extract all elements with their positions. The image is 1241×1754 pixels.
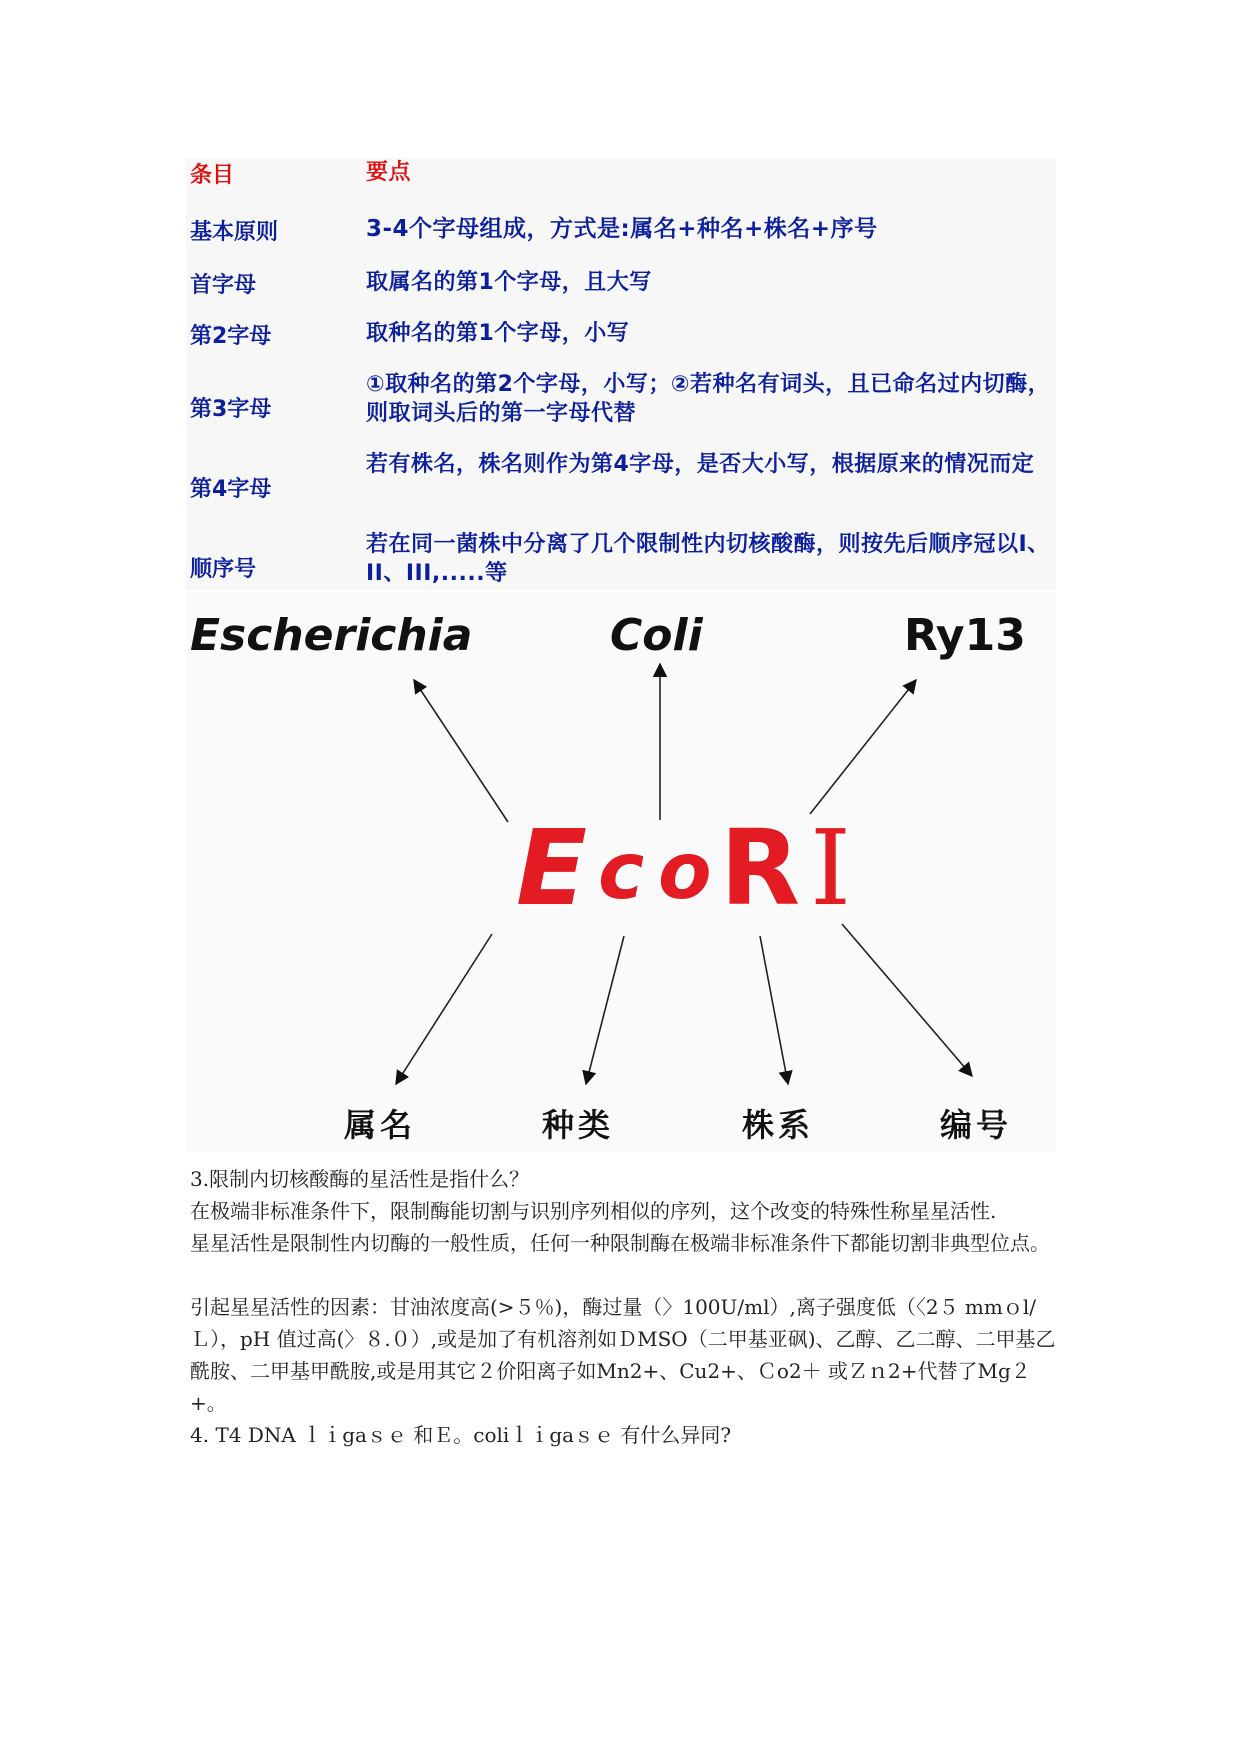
ecori-letter-i: I xyxy=(810,807,852,929)
header-item: 条目 xyxy=(190,163,235,188)
row-point: ①取种名的第2个字母，小写；②若种名有词头，且已命名过内切酶，则取词头后的第一字母代替 xyxy=(366,372,1051,426)
row-item: 首字母 xyxy=(190,273,257,298)
paragraph-general-property: 星星活性是限制性内切酶的一般性质，任何一种限制酶在极端非标准条件下都能切割非典型位点。 xyxy=(190,1231,1050,1255)
label-species: 种类 xyxy=(542,1106,615,1144)
ecori-letter-e: E xyxy=(516,807,588,929)
row-point: 若有株名，株名则作为第4字母，是否大小写，根据原来的情况而定 xyxy=(366,452,1035,477)
question-4: 4. T4 DNA ｌｉgaｓｅ 和Ｅ。coliｌｉgaｓｅ 有什么异同? xyxy=(190,1423,732,1447)
ecori-letter-r: R xyxy=(720,807,801,929)
ecori-letter-c: c xyxy=(598,827,645,917)
arrow-to-strain xyxy=(760,936,788,1084)
label-escherichia: Escherichia xyxy=(190,610,473,661)
label-number: 编号 xyxy=(940,1106,1013,1144)
row-item: 第2字母 xyxy=(190,324,272,349)
label-genus: 属名 xyxy=(344,1106,417,1144)
question-3: 3.限制内切核酸酶的星活性是指什么？ xyxy=(190,1167,530,1191)
ecori-naming-diagram xyxy=(186,592,1056,1152)
label-coli: Coli xyxy=(610,610,703,661)
row-point: 取种名的第1个字母，小写 xyxy=(366,321,630,346)
paragraph-definition: 在极端非标准条件下，限制酶能切割与识别序列相似的序列，这个改变的特殊性称星星活性. xyxy=(190,1199,997,1223)
arrow-to-species xyxy=(586,936,624,1084)
label-ry13: Ry13 xyxy=(904,610,1026,661)
arrow-to-escherichia xyxy=(414,680,508,822)
row-item: 基本原则 xyxy=(190,220,279,245)
arrow-to-ry13 xyxy=(810,680,916,814)
row-item: 第4字母 xyxy=(190,477,272,502)
header-point: 要点 xyxy=(366,160,412,185)
naming-rules-table xyxy=(186,158,1056,590)
row-item: 第3字母 xyxy=(190,397,272,422)
row-point: 若在同一菌株中分离了几个限制性内切核酸酶，则按先后顺序冠以Ⅰ、II、III,.....等 xyxy=(366,532,1050,586)
arrow-to-number xyxy=(842,924,972,1076)
paragraph-causes: 引起星星活性的因素：甘油浓度高(>５％)，酶过量（〉100U/ml）,离子强度低（〈2５ mmｏl/Ｌ），pH 值过高(〉８.０）,或是加了有机溶剂如ＤMSO（二甲基亚砜)、乙醇、乙二醇、二甲基乙酰胺、二甲基甲酰胺,或是用其它２价阳离子如Mn2+、Cu2+、Ｃo2＋ 或Ｚｎ2+代替了Mg２+。 xyxy=(190,1295,1056,1415)
arrow-to-genus xyxy=(396,934,492,1084)
row-item: 顺序号 xyxy=(190,557,257,582)
ecori-letter-o: o xyxy=(658,827,712,917)
row-point: 3-4个字母组成，方式是:属名+种名+株名+序号 xyxy=(366,216,878,242)
ecori-name xyxy=(186,807,1056,927)
label-strain: 株系 xyxy=(742,1106,815,1144)
row-point: 取属名的第1个字母，且大写 xyxy=(366,270,652,295)
